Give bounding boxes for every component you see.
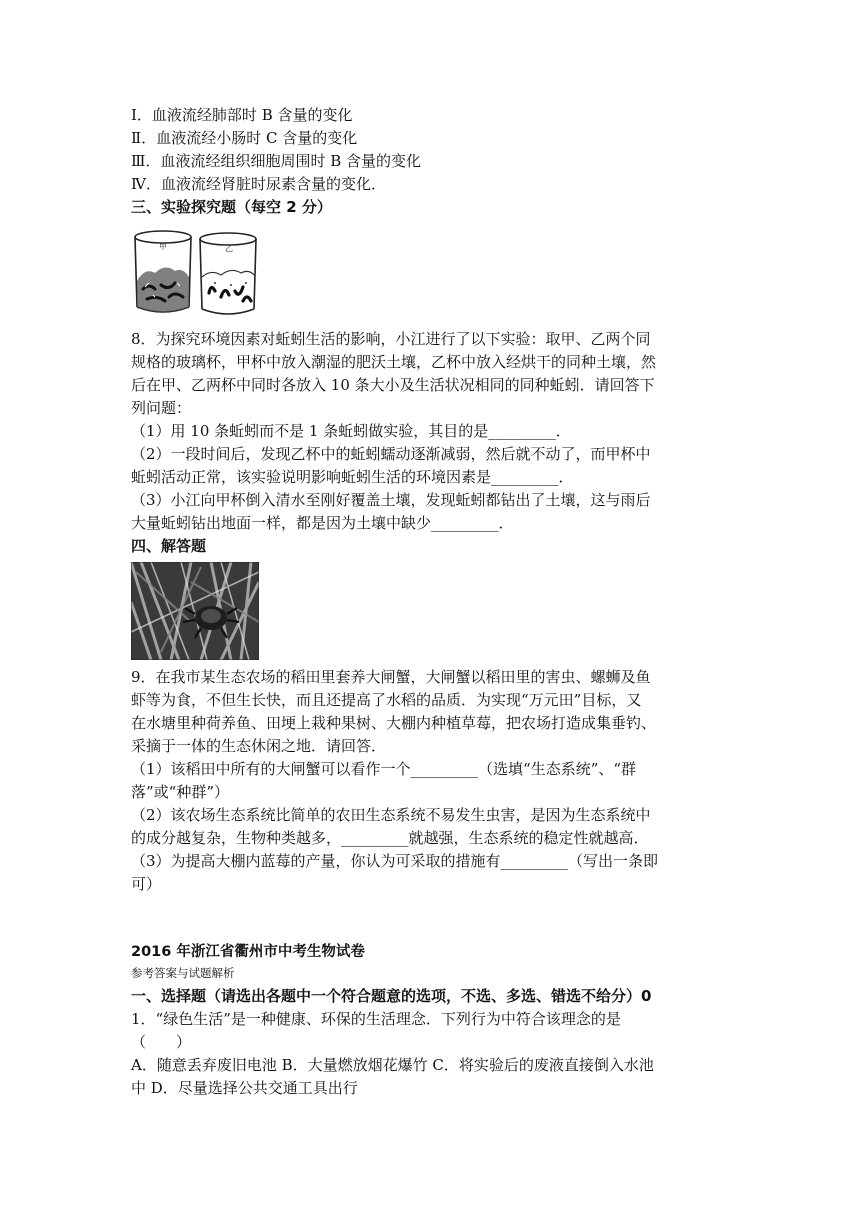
option-line-3: Ⅲ．血液流经组织细胞周围时 B 含量的变化 xyxy=(131,152,422,170)
q8-sub-3a: （3）小江向甲杯倒入清水至刚好覆盖土壤，发现蚯蚓都钻出了土壤，这与雨后 xyxy=(131,491,651,509)
section-heading-3: 三、实验探究题（每空 2 分） xyxy=(131,198,332,216)
answer-title: 2016 年浙江省衢州市中考生物试卷 xyxy=(131,944,365,960)
earthworm-cups-figure xyxy=(131,227,261,319)
q8-line-1: 8．为探究环境因素对蚯蚓生活的影响，小江进行了以下实验：取甲、乙两个同 xyxy=(131,330,651,348)
crab-rice-photo xyxy=(131,562,259,660)
answer-q1-line-1: 1．“绿色生活”是一种健康、环保的生活理念．下列行为中符合该理念的是 xyxy=(131,1010,621,1028)
section-heading-4: 四、解答题 xyxy=(131,537,207,555)
q9-sub-2b: 的成分越复杂，生物种类越多，_________就越强，生态系统的稳定性就越高． xyxy=(131,829,649,847)
q8-line-2: 规格的玻璃杯，甲杯中放入潮湿的肥沃土壤，乙杯中放入经烘干的同种土壤，然 xyxy=(131,353,657,371)
option-line-4: Ⅳ．血液流经肾脏时尿素含量的变化． xyxy=(131,175,386,193)
cup-a-label: 甲 xyxy=(159,242,167,251)
q9-sub-3a: （3）为提高大棚内蓝莓的产量，你认为可采取的措施有_________（写出一条即 xyxy=(131,852,659,870)
q8-sub-1: （1）用 10 条蚯蚓而不是 1 条蚯蚓做实验，其目的是_________． xyxy=(131,422,571,440)
answer-q1-line-2: （ ） xyxy=(131,1033,192,1051)
q9-line-2: 虾等为食，不但生长快，而且还提高了水稻的品质．为实现“万元田”目标，又 xyxy=(131,691,642,709)
option-line-1: Ⅰ．血液流经肺部时 B 含量的变化 xyxy=(131,106,353,124)
q9-sub-1b: 落”或“种群”） xyxy=(131,783,230,801)
answer-subtitle: 参考答案与试题解析 xyxy=(131,966,235,980)
q9-sub-1a: （1）该稻田中所有的大闸蟹可以看作一个_________（选填“生态系统”、“群 xyxy=(131,760,637,778)
q8-sub-2a: （2）一段时间后，发现乙杯中的蚯蚓蠕动逐渐减弱，然后就不动了，而甲杯中 xyxy=(131,445,651,463)
answer-q1-options-2: 中 D．尽量选择公共交通工具出行 xyxy=(131,1079,358,1097)
option-line-2: Ⅱ．血液流经小肠时 C 含量的变化 xyxy=(131,129,358,147)
q9-line-3: 在水塘里种荷养鱼、田埂上栽种果树、大棚内种植草莓，把农场打造成集垂钓、 xyxy=(131,714,657,732)
q9-sub-2a: （2）该农场生态系统比简单的农田生态系统不易发生虫害，是因为生态系统中 xyxy=(131,806,651,824)
q9-line-1: 9．在我市某生态农场的稻田里套养大闸蟹，大闸蟹以稻田里的害虫、螺蛳及鱼 xyxy=(131,668,651,686)
q9-line-4: 采摘于一体的生态休闲之地．请回答． xyxy=(131,737,387,755)
q9-sub-3b: 可） xyxy=(131,875,162,893)
q8-line-3: 后在甲、乙两杯中同时各放入 10 条大小及生活状况相同的同种蚯蚓．请回答下 xyxy=(131,376,655,394)
q8-line-4: 列问题： xyxy=(131,399,192,417)
answer-section-heading-1: 一、选择题（请选出各题中一个符合题意的选项，不选、多选、错选不给分）0 xyxy=(131,987,652,1005)
cup-b-label: 乙 xyxy=(225,244,233,253)
q8-sub-2b: 蚯蚓活动正常，该实验说明影响蚯蚓生活的环境因素是_________． xyxy=(131,468,574,486)
answer-q1-options-1: A．随意丢弃废旧电池 B．大量燃放烟花爆竹 C．将实验后的废液直接倒入水池 xyxy=(131,1056,654,1074)
q8-sub-3b: 大量蚯蚓钻出地面一样，都是因为土壤中缺少_________． xyxy=(131,514,514,532)
